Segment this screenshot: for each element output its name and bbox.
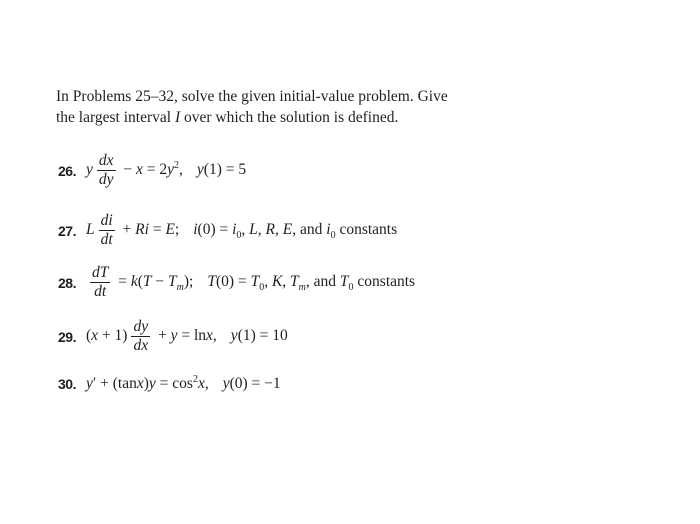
instructions-line-2: the largest interval I over which the solution is defined.	[56, 109, 399, 126]
problem-number: 29.	[58, 328, 76, 345]
problem-number: 26.	[58, 162, 76, 179]
problem-26	[58, 152, 246, 189]
problem-number: 27.	[58, 222, 76, 239]
problem-30	[58, 374, 281, 393]
problem-28	[58, 264, 415, 301]
problem-equation: y $\frac{dx}{dy}$ − $x = 2y^2$, y(1) = 5	[85, 152, 247, 188]
instructions-line-1: In Problems 25–32, solve the given initial-value problem. Give	[56, 88, 448, 105]
problem-equation: (x + 1) $\frac{dy}{dx}$ + y = lnx, y(1) = 10	[85, 318, 288, 354]
problem-equation: $\frac{dT}{dt}$ = $k(T - T_m)$; $T(0) = T_0$, K, $T_m$, and $T_0$ constants	[91, 264, 416, 300]
instructions-paragraph	[56, 86, 516, 128]
problem-29	[58, 318, 288, 355]
problem-27	[58, 212, 397, 249]
problem-number: 30.	[58, 375, 76, 392]
problem-number: 28.	[58, 274, 76, 291]
problem-equation: L $\frac{di}{dt}$ + Ri = E; $i(0) = i_0$, L, R, E, and $i_0$ constants	[85, 212, 398, 248]
problem-equation: $y' + (\tan x)y = \cos^2x$, y(0) = −1	[85, 374, 281, 393]
